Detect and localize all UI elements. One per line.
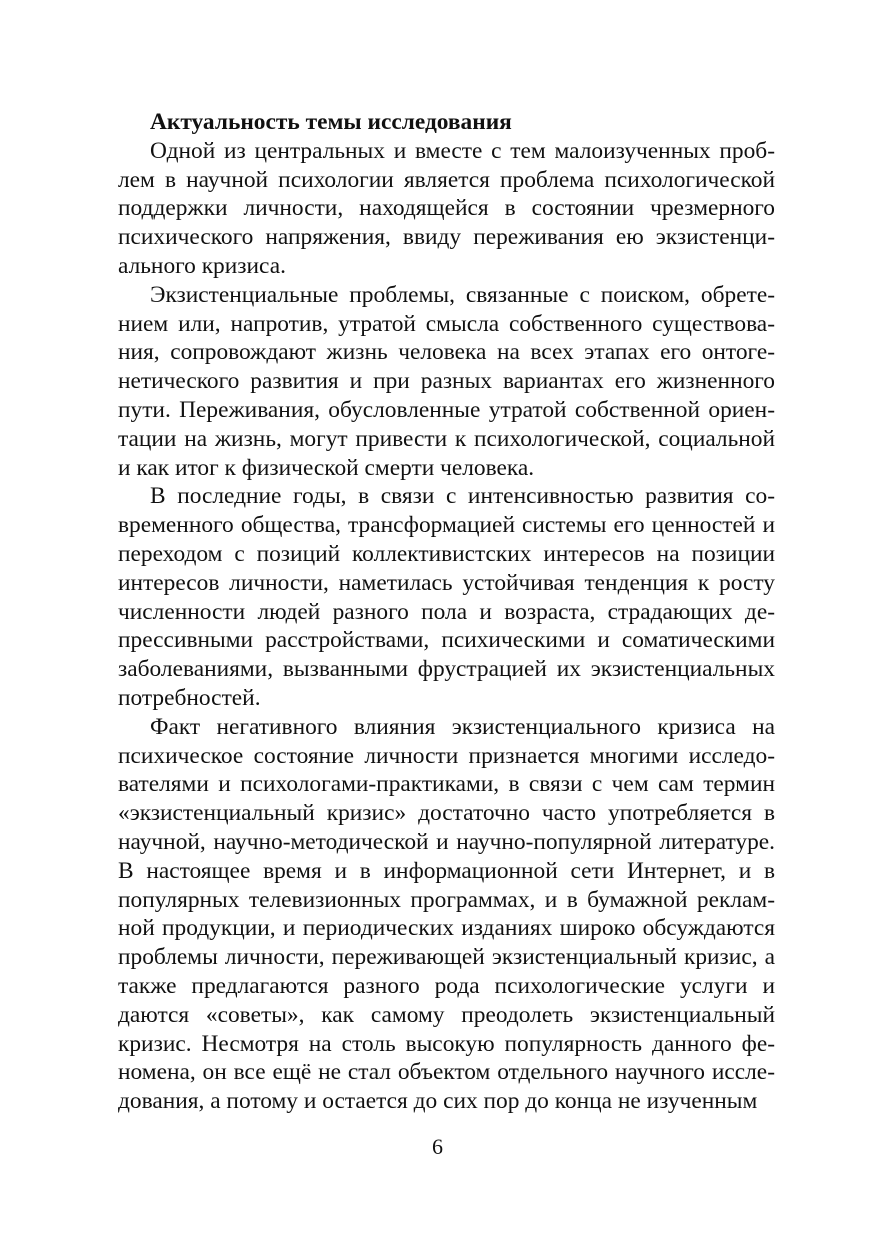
section-heading: Актуальность темы исследования: [150, 109, 512, 135]
paragraph-4: Факт негативного влияния экзистенциального кризиса на психическое состояние личности признается многими исследователями и психологами-практиками, в связи с чем сам термин «экзистенциальный кризис» достаточно часто употребляется в научной, научно-методической и научно-популярной литературе. В настоящее время и в информационной сети Интернет, и в популярных телевизионных программах, и в бумажной рекламной продукции, и периодических изданиях широко обсуждаются проблемы личности, переживающей экзистенциальный кризис, а также предлагаются разного рода психологические услуги и даются «советы», как самому преодолеть экзистенциальный кризис. Несмотря на столь высокую популярность данного феномена, он все ещё не стал объектом отдельного научного исследования, а потому и остается до сих пор до конца не изученным: [118, 713, 775, 1115]
page-number: 6: [432, 1134, 443, 1159]
paragraph-1: Одной из центральных и вместе с тем малоизученных проблем в научной психологии является проблема психологической поддержки личности, находящейся в состоянии чрезмерного психического напряжения, ввиду переживания ею экзистенциального кризиса.: [118, 137, 775, 279]
paragraph-2: Экзистенциальные проблемы, связанные с поиском, обретением или, напротив, утратой смысла собственного существования, сопровождают жизнь человека на всех этапах его онтогенетического развития и при разных вариантах его жизненного пути. Переживания, обусловленные утратой собственной ориентации на жизнь, могут привести к психологической, социальной и как итог к физической смерти человека.: [118, 281, 775, 481]
paragraph-3: В последние годы, в связи с интенсивностью развития современного общества, трансформацией системы его ценностей и переходом с позиций коллективистских интересов на позиции интересов личности, наметилась устойчивая тенденция к росту численности людей разного пола и возраста, страдающих депрессивными расстройствами, психическими и соматическими заболеваниями, вызванными фрустрацией их экзистенциальных потребностей.: [118, 483, 775, 711]
body-text: [118, 108, 775, 1116]
